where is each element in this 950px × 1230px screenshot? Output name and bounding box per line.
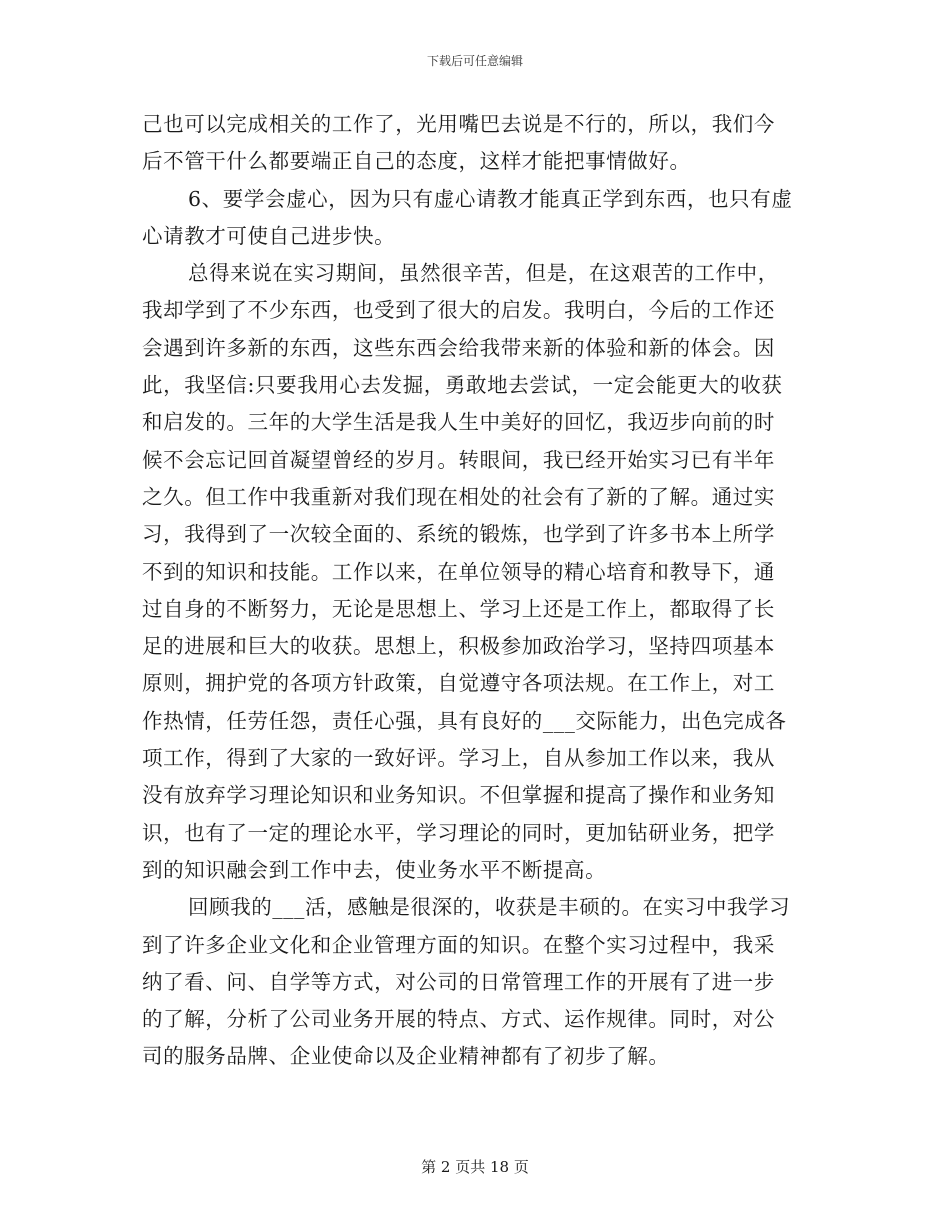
text-line: 作热情，任劳任怨，责任心强，具有良好的___交际能力，出色完成各 — [142, 708, 787, 733]
text-line: 的了解，分析了公司业务开展的特点、方式、运作规律。同时，对公 — [142, 1007, 775, 1032]
text-line: 不到的知识和技能。工作以来，在单位领导的精心培育和教导下，通 — [142, 559, 775, 584]
text-line: 总得来说在实习期间，虽然很辛苦，但是，在这艰苦的工作中， — [188, 261, 779, 286]
paragraph-3 — [142, 255, 812, 889]
text-line: 和启发的。三年的大学生活是我人生中美好的回忆，我迈步向前的时 — [142, 410, 775, 435]
paragraph-1 — [142, 106, 812, 181]
text-line: 到的知识融会到工作中去，使业务水平不断提高。 — [142, 857, 607, 882]
text-line: 习，我得到了一次较全面的、系统的锻炼，也学到了许多书本上所学 — [142, 522, 775, 547]
page-number: 第 2 页共 18 页 — [421, 1158, 529, 1176]
text-line: 司的服务品牌、企业使命以及企业精神都有了初步了解。 — [142, 1044, 670, 1069]
text-line: 识，也有了一定的理论水平，学习理论的同时，更加钻研业务，把学 — [142, 820, 775, 845]
document-body — [142, 106, 812, 1076]
text-line: 到了许多企业文化和企业管理方面的知识。在整个实习过程中，我采 — [142, 932, 775, 957]
text-line: 心请教才可使自己进步快。 — [142, 223, 396, 248]
text-line: 足的进展和巨大的收获。思想上，积极参加政治学习，坚持四项基本 — [142, 634, 775, 659]
text-line: 会遇到许多新的东西，这些东西会给我带来新的体验和新的体会。因 — [142, 335, 775, 360]
text-line: 我却学到了不少东西，也受到了很大的启发。我明白，今后的工作还 — [142, 298, 775, 323]
paragraph-4 — [142, 889, 812, 1075]
text-line: 之久。但工作中我重新对我们现在相处的社会有了新的了解。通过实 — [142, 484, 775, 509]
text-line: 后不管干什么都要端正自己的态度，这样才能把事情做好。 — [142, 149, 691, 174]
text-line: 此，我坚信:只要我用心去发掘，勇敢地去尝试，一定会能更大的收获 — [142, 373, 783, 398]
text-line: 己也可以完成相关的工作了，光用嘴巴去说是不行的，所以，我们今 — [142, 112, 775, 136]
text-line: 6、要学会虚心，因为只有虚心请教才能真正学到东西，也只有虚 — [188, 186, 793, 211]
text-line: 项工作，得到了大家的一致好评。学习上，自从参加工作以来，我从 — [142, 746, 775, 771]
text-line: 过自身的不断努力，无论是思想上、学习上还是工作上，都取得了长 — [142, 596, 775, 621]
text-line: 纳了看、问、自学等方式，对公司的日常管理工作的开展有了进一步 — [142, 969, 775, 994]
page-header: 下载后可任意编辑 — [426, 54, 523, 68]
paragraph-2 — [142, 181, 812, 256]
text-line: 回顾我的___活，感触是很深的，收获是丰硕的。在实习中我学习 — [188, 895, 791, 920]
text-line: 没有放弃学习理论知识和业务知识。不但掌握和提高了操作和业务知 — [142, 783, 775, 808]
text-line: 原则，拥护党的各项方针政策，自觉遵守各项法规。在工作上，对工 — [142, 671, 775, 696]
text-line: 候不会忘记回首凝望曾经的岁月。转眼间，我已经开始实习已有半年 — [142, 447, 775, 472]
